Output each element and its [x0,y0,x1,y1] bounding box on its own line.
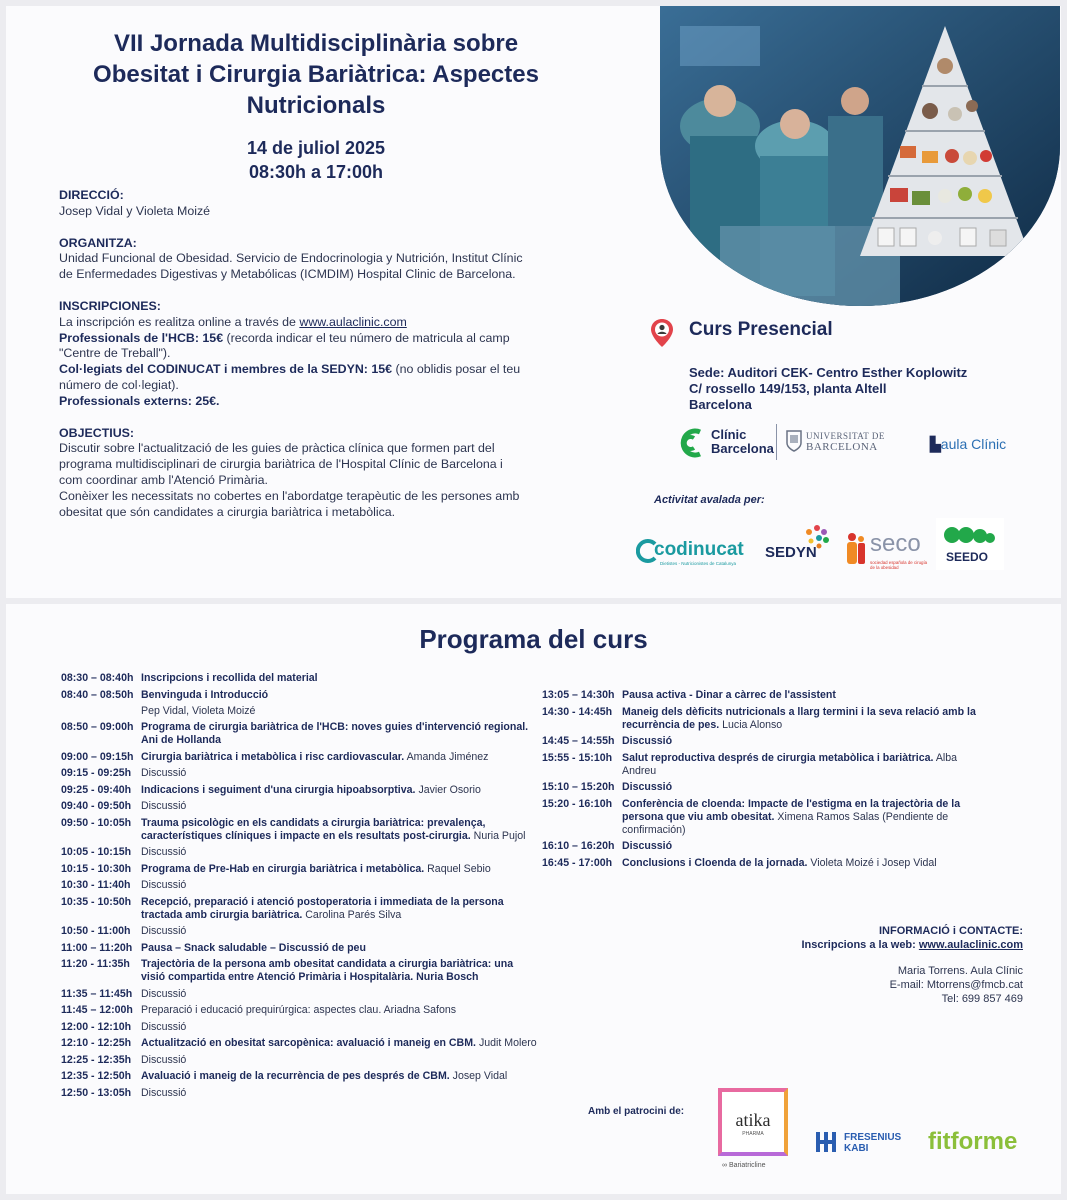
atika-logo [718,1088,788,1156]
contact-email[interactable]: E-mail: Mtorrens@fmcb.cat [889,979,1023,991]
row-time: 08:30 – 08:40h [61,672,134,684]
atika-subtitle: PHARMA [742,1131,764,1137]
ub-logo [786,430,896,460]
row-title: Actualització en obesitat sarcopènica: avaluació i maneig en CBM. [141,1037,476,1049]
row-title: Programa de Pre-Hab en cirurgia bariàtrica i metabòlica. [141,862,425,875]
seedo-text: SEEDO [946,550,989,564]
schedule-row [61,800,539,813]
row-desc [141,751,539,764]
row-title: Pausa – Snack saludable – Discussió de peu [141,941,366,954]
schedule-row [61,672,539,685]
ext-price [59,394,529,410]
organitza-text: Unidad Funcional de Obesidad. Servicio de Endocrinologia y Nutrición, Institut Clínic de Enfermedades Digestivas y Metabólicas (ICMDIM) Hospital Clinic de Barcelona. [59,251,523,282]
schedule-row [61,817,539,843]
bariatricline-text: Bariatricline [728,1162,766,1169]
hcb-price [59,331,529,363]
row-desc: Discussió [141,1086,187,1099]
row-desc [622,798,992,837]
objectius-p2: Conèixer les necessitats no cobertes en l'abordatge terapèutic de les persones amb obesitat que són candidates a cirurgia bariàtrica i metabòlica. [59,488,520,519]
row-time: 08:40 – 08:50h [61,688,134,701]
sede-address [689,365,967,413]
schedule-row [61,925,539,938]
row-speaker: Judit Molero [478,1037,537,1049]
schedule-row [61,784,539,797]
row-desc [141,896,539,922]
col-price [59,362,529,394]
schedule-row [61,1004,539,1017]
row-time: 16:45 - 17:00h [542,856,613,869]
schedule-row [61,896,539,922]
codinucat-subtitle: Dietistes - Nutricionistes de Catalunya [660,561,737,566]
event-title [46,28,586,121]
schedule-row [61,846,539,859]
time-text: 08:30h a 17:00h [248,162,384,182]
row-desc [141,1037,539,1050]
fresenius-word: FRESENIUS [844,1132,902,1143]
row-speaker: Raquel Sebio [427,862,491,875]
seco-logo [844,530,934,574]
contact-info [802,924,1024,1006]
sedyn-logo [761,524,831,574]
row-title: Conclusions i Cloenda de la jornada. [622,856,808,869]
row-desc [141,689,539,718]
row-time: 12:00 - 12:10h [61,1020,132,1033]
contact-name: Maria Torrens. Aula Clínic [897,965,1023,977]
contact-tel: Tel: 699 857 469 [941,993,1023,1005]
title-line-1: VII Jornada Multidisciplinària sobre [113,30,519,57]
schedule-row [61,1087,539,1100]
direccio-heading: DIRECCIÓ: [59,188,124,202]
objectius-section [59,426,529,521]
row-desc [141,1070,539,1083]
row-title: Inscripcions i recollida del material [141,672,318,684]
row-desc: Discussió [141,800,187,812]
direccio-text: Josep Vidal y Violeta Moizé [59,203,211,218]
row-desc [622,857,992,870]
row-title: Discussió [622,735,673,747]
row-desc [141,784,539,797]
kabi-word: KABI [844,1143,869,1154]
row-speaker: Ximena Ramos Salas (Pendiente de confirmación) [622,810,949,836]
schedule-row [542,752,992,778]
row-time: 15:10 – 15:20h [542,781,615,793]
row-desc: Discussió [141,1020,187,1033]
row-title: Discussió [622,840,673,852]
schedule-row [542,781,992,794]
codinucat-logo [636,537,746,571]
fitforme-logo: fitforme [928,1128,1018,1155]
row-desc: Discussió [141,879,187,891]
col-label: Col·legiats del CODINUCAT i membres de la SEDYN: 15€ [59,362,393,377]
row-time: 12:25 - 12:35h [61,1053,132,1066]
hcb-label: Professionals de l'HCB: 15€ [59,330,224,345]
row-time: 11:00 – 11:20h [61,941,133,954]
inscripciones-section [59,299,529,410]
schedule-row [61,863,539,876]
title-line-2: Obesitat i Cirurgia Bariàtrica: Aspectes [93,61,539,88]
organitza-section [59,236,529,283]
row-title: Pausa activa - Dinar a càrrec de l'assistent [622,689,836,701]
row-speaker: Javier Osorio [418,783,481,796]
row-title: Salut reproductiva després de cirurgia metabòlica i bariàtrica. [622,751,934,764]
contact-web-link[interactable]: www.aulaclinic.com [918,939,1023,951]
schedule-row [542,735,992,748]
inscripciones-intro [59,315,529,331]
col-note: (no oblidis posar el teu número de col·legiat). [59,362,521,392]
row-title: Benvinguda i Introducció [141,688,269,701]
row-time: 15:20 - 16:10h [542,797,613,810]
row-title: Cirurgia bariàtrica i metabòlica i risc cardiovascular. [141,750,405,763]
info-block [59,188,529,536]
seco-text: seco [870,530,921,557]
row-title: Maneig dels dèficits nutricionals a llarg termini i la seva relació amb la recurrència de pes. [622,705,976,731]
clinic-barcelona-logo [678,424,778,462]
aulaclinic-link[interactable]: www.aulaclinic.com [299,314,407,329]
row-time: 10:05 - 10:15h [61,846,132,858]
row-time: 13:05 – 14:30h [542,689,615,701]
ub-line-2: BARCELONA [806,441,878,453]
row-time: 10:50 - 11:00h [61,925,131,937]
row-time: 12:35 - 12:50h [61,1070,132,1082]
aula-clinic-text: aula Clínic [940,436,1007,452]
row-desc [622,735,992,748]
row-desc: Discussió [141,925,187,937]
intro-text: La inscripción es realitza online a través de [59,314,300,329]
row-time: 12:50 - 13:05h [61,1086,132,1099]
row-desc: Discussió [141,767,187,779]
row-title: Conferència de cloenda: Impacte de l'estigma en la trajectòria de la persona que viu amb obesitat. [622,797,961,823]
row-desc: Preparació i educació prequirúrgica: aspectes clau. Ariadna Safons [141,1004,457,1016]
schedule-row [61,1037,539,1050]
row-title: Programa de cirurgia bariàtrica de l'HCB: noves guies d'intervenció regional. Ani de Hollanda [141,721,529,746]
programa-panel [6,604,1061,1194]
row-time: 11:45 – 12:00h [61,1004,133,1016]
schedule-row [61,1021,539,1034]
title-line-3: Nutricionals [246,92,386,119]
schedule-row [542,798,992,837]
row-title: Trauma psicològic en els candidats a cirurgia bariàtrica: prevalença, característiques clíniques i impacte en els resultats post-cirurgia. [141,816,486,842]
row-time: 15:55 - 15:10h [542,751,613,764]
sede-line-3: Barcelona [689,397,752,412]
schedule-left [61,672,539,1103]
row-desc: Discussió [141,1053,187,1066]
row-desc [141,958,539,984]
row-desc [622,781,992,794]
event-date [46,136,586,184]
atika-text: atika [735,1110,771,1130]
row-desc: Discussió [141,846,187,858]
schedule-row [542,706,992,732]
programa-title: Programa del curs [419,624,648,654]
schedule-right [542,689,992,873]
surgery-food-pyramid-photo [660,6,1060,306]
row-title: Avaluació i maneig de la recurrència de pes després de CBM. [141,1070,450,1082]
row-time: 09:00 – 09:15h [61,750,134,763]
separator-line [776,424,777,460]
contact-heading: INFORMACIÓ i CONTACTE: [878,925,1023,937]
seco-figure-icon [844,532,868,568]
clinic-word: Clínic [711,427,747,442]
bariatricline-logo: ∞ Bariatricline [722,1162,766,1169]
photo-illustration [660,6,1060,306]
row-time: 10:30 - 11:40h [61,879,131,891]
date-text: 14 de juliol 2025 [246,138,386,158]
schedule-row [542,857,992,870]
schedule-row [542,840,992,853]
barcelona-word: Barcelona [711,441,774,456]
clinic-swirl-icon [678,426,708,460]
row-time: 14:45 – 14:55h [542,735,615,747]
row-time: 09:15 - 09:25h [61,767,132,779]
row-time: 09:50 - 10:05h [61,816,132,829]
schedule-row [61,879,539,892]
row-speaker: Josep Vidal [452,1070,508,1082]
row-desc [141,942,539,955]
seedo-circles-icon [944,524,996,546]
row-time: 08:50 – 09:00h [61,721,134,733]
row-speaker: Amanda Jiménez [406,750,489,763]
schedule-row [61,767,539,780]
schedule-row [61,1070,539,1083]
direccio-section [59,188,529,220]
row-title: Discussió [622,781,673,793]
sedyn-text: SEDYN [765,544,817,561]
schedule-row [61,988,539,1001]
codinucat-text: codinucat [654,539,744,560]
row-speaker: Violeta Moizé i Josep Vidal [810,856,937,869]
row-time: 12:10 - 12:25h [61,1037,132,1049]
row-desc [141,721,539,747]
fresenius-logo [814,1130,914,1156]
location-pin-icon [650,318,674,348]
inscripciones-heading: INSCRIPCIONES: [59,298,161,313]
schedule-row [61,689,539,718]
sede-line-1: Sede: Auditori CEK- Centro Esther Koplowitz [689,365,968,380]
ub-line-1: UNIVERSITAT DE [806,431,885,441]
organitza-heading: ORGANITZA: [59,235,137,250]
row-desc [622,689,992,702]
row-speaker: Alba Andreu [622,751,958,777]
row-time: 11:35 – 11:45h [61,987,133,1000]
row-desc [622,706,992,732]
ext-label: Professionals externs: 25€. [59,393,220,408]
row-desc [141,672,539,685]
row-desc [622,840,992,853]
schedule-row [61,1054,539,1067]
fresenius-mark-icon [814,1130,840,1154]
row-time: 10:35 - 10:50h [61,895,132,908]
patrocini-label: Amb el patrocini de: [588,1106,685,1117]
row-speaker: Carolina Parés Silva [305,908,402,921]
row-time: 11:20 - 11:35h [61,958,130,970]
schedule-row [61,721,539,747]
row-desc [622,752,992,778]
row-title: Trajectòria de la persona amb obesitat candidata a cirurgia bariàtrica: una visió compartida entre Atenció Primària i Hospitalària. Nuria Bosch [141,958,514,983]
curs-title: Curs Presencial [689,319,833,340]
ub-shield-icon [786,430,802,452]
row-title: Recepció, preparació i atenció postoperatoria i immediata de la persona tractada amb cirurgia bariàtrica. [141,895,504,921]
row-speaker: Pep Vidal, Violeta Moizé [141,704,256,717]
row-speaker: Lucia Alonso [722,718,783,731]
row-time: 10:15 - 10:30h [61,862,132,875]
schedule-row [61,942,539,955]
row-time: 09:25 - 09:40h [61,783,132,796]
row-time: 14:30 - 14:45h [542,705,613,718]
row-time: 16:10 – 16:20h [542,840,615,852]
objectius-p1: Discutir sobre l'actualització de les guies de pràctica clínica que formen part del programa multidisciplinari de cirurgia bariàtrica de l'Hospital Clínic de Barcelona i com coordinar amb l'Atenció Primària. [59,441,503,487]
seco-subtitle: sociedad española de cirugía de la obesidad [870,560,928,570]
web-label: Inscripcions a la web: [801,939,919,951]
row-time: 09:40 - 09:50h [61,800,132,812]
row-desc [141,817,539,843]
row-desc: Discussió [141,987,187,1000]
row-speaker: Nuria Pujol [473,829,526,842]
schedule-row [61,958,539,984]
row-desc [141,863,539,876]
objectius-heading: OBJECTIUS: [59,425,135,440]
seedo-logo [936,518,1004,570]
row-title: Indicacions i seguiment d'una cirurgia hipoabsorptiva. [141,783,416,796]
hcb-note: (recorda indicar el teu número de matricula al camp "Centre de Treball"). [59,330,510,361]
avalada-label: Activitat avalada per: [654,494,765,506]
schedule-row [61,751,539,764]
schedule-row [542,689,992,702]
flyer-header-panel: VII Jornada Multidisciplinària sobre Obesitat i Cirurgia Bariàtrica: Aspectes Nutricionals 14 de juliol 2025 08:30h a 17:00h DIRECCIÓ: Josep Vidal y Violeta Moizé ORGANITZA: Unidad Funcional de Obesidad. Servicio de Endocrinologia y Nutrición, Institut Clínic de Enfermedades Digestivas y Metabólicas (ICMDIM) Hospital Clinic de Barcelona. INSCRIPCIONES: La inscripción es realitza online a través de www.aulaclinic.com Professionals de l'HCB: 15€ (recorda indicar el teu número de matricula al camp "Centre de Treball"). Col·legiats del CODINUCAT i membres de la SEDYN: 15€ (no oblidis posar el teu número de col·legiat). Professionals externs: 25€. OBJECTIUS: Discutir sobre l'actualització de les guies de pràctica clínica que formen part del programa multidisciplinari de cirurgia bariàtrica de l'Hospital Clínic de Barcelona i com coordinar amb l'Atenció Primària. Conèixer les necessitats no cobertes en l'abordatge terapèutic de les persones amb obesitat que són candidates a cirurgia bariàtrica i metabòlica. Curs Presencial Sede: Auditori CEK- Centro Esther Koplowitz C/ rossello 149/153, planta Altell Barcelona Clínic Barcelona UNIVERSITAT DE BARCELONA ▙aula Clínic Activitat avalada per: codinucat Dietistes - Nutricionistes de Catalunya SEDYN seco sociedad española de cirugía de la obesidad SEEDO [6,6,1061,598]
sede-line-2: C/ rossello 149/153, planta Altell [689,381,887,396]
